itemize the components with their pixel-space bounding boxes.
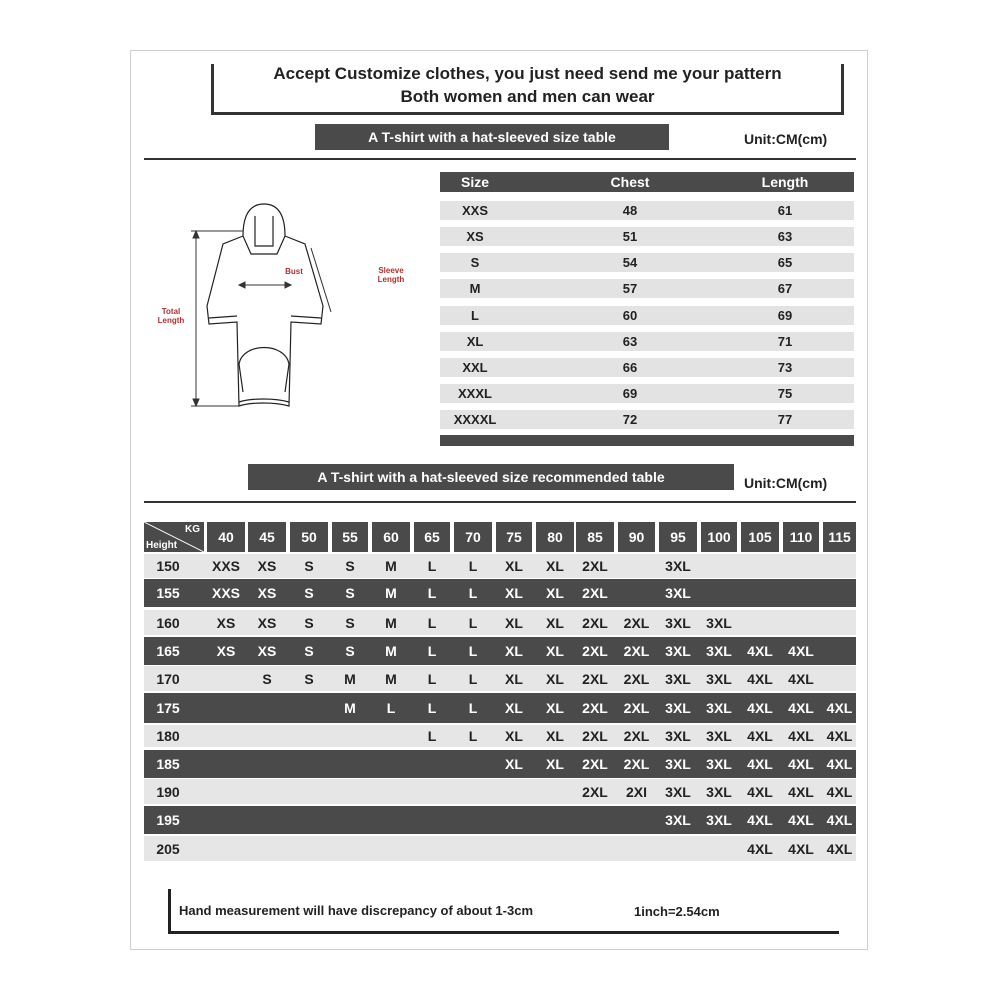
size-recommendation-cell: 3XL	[665, 614, 691, 631]
weight-header-cell: 105	[741, 522, 779, 552]
size-recommendation-cell: L	[427, 728, 437, 744]
size-recommendation-cell: 4XL	[788, 643, 814, 659]
size-recommendation-cell: L	[468, 585, 478, 601]
size-recommendation-cell: XL	[546, 558, 564, 574]
size-recommendation-cell: XL	[505, 756, 523, 772]
recommend-table-row	[144, 750, 856, 778]
size-cell: XXXXL	[453, 412, 497, 427]
height-cell: 165	[156, 643, 180, 659]
size-recommendation-cell: 3XL	[665, 700, 691, 716]
size-recommendation-cell: 4XL	[747, 756, 773, 772]
size-recommendation-cell: 4XL	[747, 812, 773, 828]
weight-header-cell: 50	[290, 522, 328, 552]
size-recommendation-cell: 3XL	[706, 728, 732, 744]
length-cell: 67	[777, 281, 793, 296]
size-recommendation-cell: S	[345, 614, 355, 631]
size-recommendation-cell: 2XL	[582, 783, 608, 800]
chest-cell: 48	[622, 203, 638, 218]
size-recommendation-cell: XS	[257, 614, 277, 631]
chest-cell: 57	[622, 281, 638, 296]
size-recommendation-cell: 4XL	[826, 783, 853, 800]
size-recommendation-cell: 2XL	[623, 756, 650, 772]
size-recommendation-cell: XXS	[211, 558, 240, 574]
size-cell: L	[471, 308, 479, 323]
divider-top	[144, 158, 856, 160]
size-table-footer-bar	[440, 435, 854, 446]
size-recommendation-cell: 3XL	[706, 670, 732, 687]
size-recommendation-cell: M	[385, 614, 397, 631]
size-recommendation-cell: 4XL	[747, 670, 773, 687]
height-cell: 175	[156, 700, 180, 716]
size-recommendation-cell: 3XL	[665, 756, 691, 772]
size-recommendation-cell: XL	[505, 614, 523, 631]
recommend-table-row	[144, 610, 856, 635]
size-recommendation-cell: 2XL	[582, 643, 608, 659]
height-cell: 180	[156, 728, 180, 744]
height-cell: 170	[156, 670, 180, 687]
size-recommendation-cell: 2XL	[582, 756, 608, 772]
size-recommendation-cell: 3XL	[706, 756, 732, 772]
recommend-table-row	[144, 579, 856, 607]
recommend-table-row	[144, 806, 856, 834]
size-recommendation-cell: XL	[546, 756, 564, 772]
size-cell: XXL	[462, 360, 488, 375]
size-recommendation-cell: 2XI	[625, 783, 647, 800]
chest-cell: 54	[622, 255, 638, 270]
size-recommendation-cell: 3XL	[665, 643, 691, 659]
height-cell: 190	[156, 783, 180, 800]
size-recommendation-cell: XS	[216, 614, 236, 631]
size-recommendation-cell: 2XL	[582, 614, 608, 631]
size-recommendation-cell: 4XL	[747, 783, 773, 800]
size-recommendation-cell: 2XL	[623, 614, 650, 631]
size-recommendation-cell: 4XL	[788, 700, 814, 716]
chest-cell: 69	[622, 386, 638, 401]
size-recommendation-cell: XL	[546, 728, 564, 744]
size-recommendation-cell: M	[385, 585, 397, 601]
size-table-row	[440, 384, 854, 403]
size-recommendation-cell: XS	[216, 643, 236, 659]
height-cell: 155	[156, 585, 180, 601]
size-recommendation-cell: 3XL	[706, 643, 732, 659]
size-recommendation-cell: 4XL	[747, 700, 773, 716]
footer-note: Hand measurement will have discrepancy of about 1-3cm	[179, 903, 534, 918]
total-length-label	[151, 307, 191, 325]
size-recommendation-cell: 3XL	[665, 670, 691, 687]
size-recommendation-cell: 3XL	[665, 585, 691, 601]
size-table-row	[440, 201, 854, 220]
size-recommendation-cell: 2XL	[623, 728, 650, 744]
size-chart-sheet	[130, 50, 868, 950]
size-recommendation-cell: 4XL	[788, 670, 814, 687]
total-label-line-2: Length	[157, 316, 185, 325]
size-recommendation-cell: S	[304, 614, 314, 631]
size-recommendation-cell: L	[468, 728, 478, 744]
size-table-header	[440, 172, 854, 192]
size-recommendation-cell: XL	[505, 558, 523, 574]
size-recommendation-cell: 4XL	[826, 812, 853, 828]
height-cell: 205	[156, 840, 180, 857]
size-recommendation-cell: 2XL	[582, 558, 608, 574]
size-recommendation-cell: XL	[546, 670, 564, 687]
size-recommendation-cell: M	[344, 670, 356, 687]
height-cell: 160	[156, 614, 180, 631]
size-recommendation-cell: L	[427, 585, 437, 601]
weight-header-cell: 90	[618, 522, 655, 552]
weight-header-cell: 40	[207, 522, 245, 552]
length-cell: 69	[777, 308, 793, 323]
recommend-table-row	[144, 637, 856, 665]
col-length-header: Length	[761, 174, 809, 190]
size-recommendation-cell: 4XL	[747, 643, 773, 659]
size-recommendation-cell: XL	[505, 728, 523, 744]
size-table-title: A T-shirt with a hat-sleeved size table	[315, 124, 669, 150]
weight-header-cell: 115	[823, 522, 856, 552]
size-recommendation-cell: L	[468, 643, 478, 659]
weight-header-cell: 75	[496, 522, 532, 552]
size-cell: XS	[466, 229, 484, 244]
header-line-1: Accept Customize clothes, you just need send me your pattern	[273, 64, 782, 83]
weight-header-cell: 80	[536, 522, 574, 552]
size-recommendation-cell: 3XL	[665, 558, 691, 574]
length-cell: 61	[777, 203, 793, 218]
length-cell: 71	[777, 334, 793, 349]
size-table-row	[440, 279, 854, 298]
size-recommendation-cell: XXS	[211, 585, 240, 601]
size-recommendation-cell: XL	[505, 643, 523, 659]
weight-header-cell: 60	[372, 522, 410, 552]
size-cell: M	[469, 281, 481, 296]
size-cell: XXS	[461, 203, 488, 218]
footer-conversion: 1inch=2.54cm	[634, 904, 720, 919]
sleeve-label-line-2: Length	[377, 275, 405, 284]
size-recommendation-cell: S	[345, 558, 355, 574]
weight-header-cell: 85	[576, 522, 614, 552]
size-recommendation-cell: 4XL	[747, 728, 773, 744]
size-recommendation-cell: L	[427, 558, 437, 574]
size-recommendation-cell: S	[345, 585, 355, 601]
size-recommendation-cell: 2XL	[582, 670, 608, 687]
size-cell: XXXL	[458, 386, 492, 401]
length-cell: 63	[777, 229, 793, 244]
size-recommendation-cell: L	[468, 700, 478, 716]
size-recommendation-cell: XL	[546, 585, 564, 601]
size-recommendation-cell: 4XL	[826, 756, 853, 772]
size-recommendation-cell: 2XL	[582, 585, 608, 601]
size-recommendation-cell: S	[304, 558, 314, 574]
size-table-row	[440, 253, 854, 272]
size-recommendation-cell: L	[468, 558, 478, 574]
corner-kg-label: KG	[185, 524, 200, 535]
size-recommendation-cell: 4XL	[788, 783, 814, 800]
recommend-table-title: A T-shirt with a hat-sleeved size recommended table	[248, 464, 734, 490]
recommend-table-row	[144, 836, 856, 861]
weight-header-cell: 70	[454, 522, 492, 552]
chest-cell: 51	[622, 229, 638, 244]
header-box	[211, 64, 844, 115]
size-recommendation-cell: L	[468, 614, 478, 631]
sleeve-length-label	[371, 266, 411, 284]
recommend-table-row	[144, 779, 856, 804]
size-recommendation-cell: 2XL	[582, 728, 608, 744]
size-recommendation-cell: 3XL	[706, 812, 732, 828]
size-recommendation-cell: M	[385, 643, 397, 659]
size-recommendation-cell: XS	[257, 585, 277, 601]
weight-header-cell: 55	[332, 522, 368, 552]
size-recommendation-cell: L	[386, 700, 396, 716]
size-table-unit: Unit:CM(cm)	[744, 131, 828, 147]
size-recommendation-cell: S	[304, 643, 314, 659]
bust-label: Bust	[285, 267, 303, 276]
weight-header-cell: 65	[414, 522, 450, 552]
size-recommendation-cell: M	[385, 670, 397, 687]
size-recommendation-cell: S	[304, 670, 314, 687]
size-recommendation-cell: L	[427, 614, 437, 631]
size-recommendation-cell: 3XL	[706, 700, 732, 716]
size-recommendation-cell: 4XL	[826, 840, 853, 857]
size-cell: XL	[466, 334, 484, 349]
size-cell: S	[470, 255, 480, 270]
divider-middle	[144, 501, 856, 503]
size-recommendation-cell: 3XL	[665, 783, 691, 800]
size-recommendation-cell: XL	[546, 643, 564, 659]
size-recommendation-cell: 3XL	[706, 614, 732, 631]
size-recommendation-cell: L	[468, 670, 478, 687]
recommend-table-unit: Unit:CM(cm)	[744, 475, 828, 491]
size-recommendation-cell: M	[385, 558, 397, 574]
size-recommendation-cell: 2XL	[623, 643, 650, 659]
size-recommendation-cell: XS	[257, 643, 277, 659]
recommend-table-row	[144, 554, 856, 578]
length-cell: 65	[777, 255, 793, 270]
chest-cell: 66	[622, 360, 638, 375]
size-recommendation-cell: 2XL	[582, 700, 608, 716]
chest-cell: 72	[622, 412, 638, 427]
recommend-table-row	[144, 666, 856, 691]
hoodie-diagram-icon	[151, 196, 381, 416]
weight-header-cell: 95	[659, 522, 697, 552]
size-recommendation-cell: 4XL	[788, 728, 814, 744]
height-cell: 185	[156, 756, 180, 772]
size-table-row	[440, 358, 854, 377]
size-recommendation-cell: 2XL	[623, 700, 650, 716]
size-recommendation-cell: XL	[505, 585, 523, 601]
footer-box	[168, 889, 839, 934]
size-recommendation-cell: S	[262, 670, 272, 687]
recommend-table-row	[144, 725, 856, 747]
col-size-header: Size	[460, 174, 489, 190]
size-recommendation-cell: 4XL	[826, 700, 853, 716]
size-recommendation-cell: XL	[546, 700, 564, 716]
header-line-2: Both women and men can wear	[400, 87, 655, 106]
length-cell: 75	[777, 386, 793, 401]
size-recommendation-cell: 4XL	[788, 840, 814, 857]
size-recommendation-cell: XL	[546, 614, 564, 631]
chest-cell: 63	[622, 334, 638, 349]
size-recommendation-cell: S	[304, 585, 314, 601]
sleeve-label-line-1: Sleeve	[378, 266, 404, 275]
weight-header-cell: 45	[248, 522, 286, 552]
size-table-row	[440, 227, 854, 246]
size-recommendation-cell: L	[427, 643, 437, 659]
size-recommendation-cell: 4XL	[747, 840, 773, 857]
size-table-row	[440, 410, 854, 429]
size-recommendation-cell: XL	[505, 670, 523, 687]
height-cell: 150	[156, 558, 180, 574]
length-cell: 73	[777, 360, 793, 375]
size-recommendation-cell: S	[345, 643, 355, 659]
weight-header-cell: 110	[783, 522, 819, 552]
size-recommendation-cell: 2XL	[623, 670, 650, 687]
size-recommendation-cell: 3XL	[665, 728, 691, 744]
length-cell: 77	[777, 412, 793, 427]
weight-header-cell: 100	[701, 522, 737, 552]
corner-height-label: Height	[146, 540, 178, 551]
size-recommendation-cell: 3XL	[665, 812, 691, 828]
size-recommendation-cell: 4XL	[788, 812, 814, 828]
total-label-line-1: Total	[161, 307, 181, 316]
size-recommendation-cell: XL	[505, 700, 523, 716]
size-recommendation-cell: M	[344, 700, 356, 716]
size-recommendation-cell: XS	[257, 558, 277, 574]
chest-cell: 60	[622, 308, 638, 323]
size-recommendation-cell: 3XL	[706, 783, 732, 800]
recommend-table-row	[144, 693, 856, 723]
size-table-row	[440, 332, 854, 351]
size-recommendation-cell: 4XL	[788, 756, 814, 772]
size-table-row	[440, 306, 854, 325]
size-recommendation-cell: L	[427, 670, 437, 687]
height-cell: 195	[156, 812, 180, 828]
col-chest-header: Chest	[610, 174, 650, 190]
corner-header-cell	[144, 522, 204, 552]
size-recommendation-cell: 4XL	[826, 728, 853, 744]
size-recommendation-cell: L	[427, 700, 437, 716]
